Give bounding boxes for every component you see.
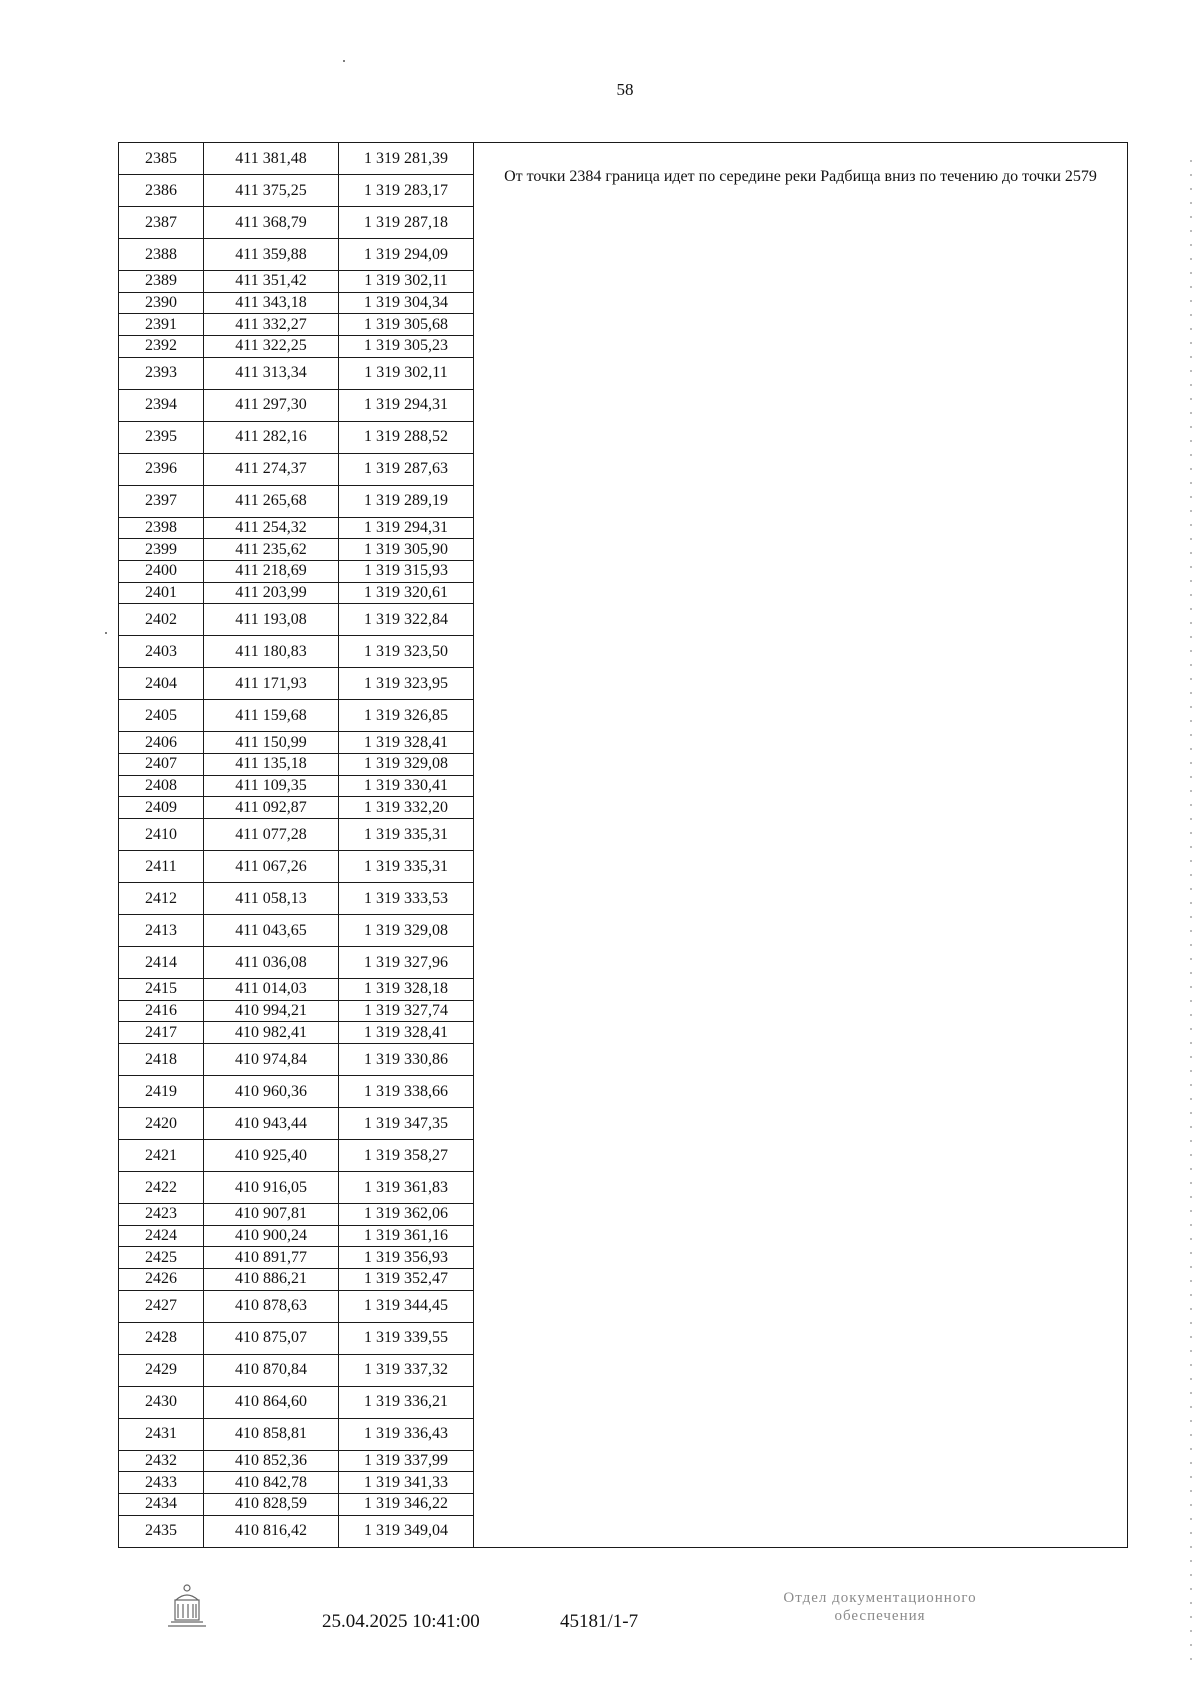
x-coordinate-cell: 411 297,30 <box>204 389 339 421</box>
y-coordinate-cell: 1 319 287,18 <box>339 207 474 239</box>
point-number-cell: 2407 <box>119 754 204 776</box>
y-coordinate-cell: 1 319 328,41 <box>339 732 474 754</box>
y-coordinate-cell: 1 319 327,74 <box>339 1000 474 1022</box>
x-coordinate-cell: 411 359,88 <box>204 239 339 271</box>
point-number-cell: 2396 <box>119 453 204 485</box>
x-coordinate-cell: 411 193,08 <box>204 604 339 636</box>
y-coordinate-cell: 1 319 294,31 <box>339 389 474 421</box>
point-number-cell: 2418 <box>119 1044 204 1076</box>
y-coordinate-cell: 1 319 358,27 <box>339 1140 474 1172</box>
coordinates-table <box>118 142 1128 1548</box>
point-number-cell: 2414 <box>119 947 204 979</box>
point-number-cell: 2406 <box>119 732 204 754</box>
point-number-cell: 2413 <box>119 915 204 947</box>
x-coordinate-cell: 410 994,21 <box>204 1000 339 1022</box>
y-coordinate-cell: 1 319 288,52 <box>339 421 474 453</box>
scan-edge-marks <box>1190 160 1192 1660</box>
y-coordinate-cell: 1 319 294,09 <box>339 239 474 271</box>
coordinates-table-body <box>119 143 1128 1548</box>
y-coordinate-cell: 1 319 333,53 <box>339 883 474 915</box>
point-number-cell: 2409 <box>119 797 204 819</box>
boundary-description-cell: От точки 2384 граница идет по середине реки Радбища вниз по течению до точки 2579 <box>474 143 1128 1548</box>
point-number-cell: 2435 <box>119 1515 204 1547</box>
y-coordinate-cell: 1 319 329,08 <box>339 915 474 947</box>
stamp-line-2: обеспечения <box>834 1608 926 1624</box>
y-coordinate-cell: 1 319 305,90 <box>339 539 474 561</box>
y-coordinate-cell: 1 319 347,35 <box>339 1108 474 1140</box>
x-coordinate-cell: 411 322,25 <box>204 336 339 358</box>
point-number-cell: 2423 <box>119 1204 204 1226</box>
y-coordinate-cell: 1 319 336,21 <box>339 1386 474 1418</box>
x-coordinate-cell: 411 351,42 <box>204 271 339 293</box>
x-coordinate-cell: 410 852,36 <box>204 1450 339 1472</box>
y-coordinate-cell: 1 319 344,45 <box>339 1290 474 1322</box>
point-number-cell: 2430 <box>119 1386 204 1418</box>
point-number-cell: 2425 <box>119 1247 204 1269</box>
x-coordinate-cell: 410 875,07 <box>204 1322 339 1354</box>
y-coordinate-cell: 1 319 302,11 <box>339 271 474 293</box>
point-number-cell: 2388 <box>119 239 204 271</box>
y-coordinate-cell: 1 319 287,63 <box>339 453 474 485</box>
y-coordinate-cell: 1 319 294,31 <box>339 517 474 539</box>
footer-doc-number: 45181/1-7 <box>560 1611 639 1632</box>
point-number-cell: 2389 <box>119 271 204 293</box>
table-row <box>119 143 1128 175</box>
point-number-cell: 2410 <box>119 819 204 851</box>
x-coordinate-cell: 410 916,05 <box>204 1172 339 1204</box>
y-coordinate-cell: 1 319 328,41 <box>339 1022 474 1044</box>
y-coordinate-cell: 1 319 336,43 <box>339 1418 474 1450</box>
y-coordinate-cell: 1 319 283,17 <box>339 175 474 207</box>
x-coordinate-cell: 411 218,69 <box>204 561 339 583</box>
x-coordinate-cell: 411 343,18 <box>204 292 339 314</box>
x-coordinate-cell: 411 375,25 <box>204 175 339 207</box>
point-number-cell: 2416 <box>119 1000 204 1022</box>
x-coordinate-cell: 411 092,87 <box>204 797 339 819</box>
y-coordinate-cell: 1 319 361,16 <box>339 1225 474 1247</box>
x-coordinate-cell: 410 870,84 <box>204 1354 339 1386</box>
x-coordinate-cell: 410 858,81 <box>204 1418 339 1450</box>
x-coordinate-cell: 411 254,32 <box>204 517 339 539</box>
point-number-cell: 2395 <box>119 421 204 453</box>
stamp-line-1: Отдел документационного <box>783 1590 977 1606</box>
point-number-cell: 2393 <box>119 357 204 389</box>
point-number-cell: 2415 <box>119 979 204 1001</box>
x-coordinate-cell: 410 842,78 <box>204 1472 339 1494</box>
x-coordinate-cell: 410 960,36 <box>204 1076 339 1108</box>
y-coordinate-cell: 1 319 327,96 <box>339 947 474 979</box>
y-coordinate-cell: 1 319 338,66 <box>339 1076 474 1108</box>
y-coordinate-cell: 1 319 330,86 <box>339 1044 474 1076</box>
point-number-cell: 2426 <box>119 1269 204 1291</box>
y-coordinate-cell: 1 319 315,93 <box>339 561 474 583</box>
y-coordinate-cell: 1 319 330,41 <box>339 775 474 797</box>
x-coordinate-cell: 410 982,41 <box>204 1022 339 1044</box>
x-coordinate-cell: 411 150,99 <box>204 732 339 754</box>
page-number: 58 <box>616 80 634 99</box>
y-coordinate-cell: 1 319 346,22 <box>339 1494 474 1516</box>
x-coordinate-cell: 411 043,65 <box>204 915 339 947</box>
x-coordinate-cell: 410 943,44 <box>204 1108 339 1140</box>
y-coordinate-cell: 1 319 335,31 <box>339 819 474 851</box>
point-number-cell: 2399 <box>119 539 204 561</box>
x-coordinate-cell: 410 886,21 <box>204 1269 339 1291</box>
x-coordinate-cell: 411 067,26 <box>204 851 339 883</box>
y-coordinate-cell: 1 319 362,06 <box>339 1204 474 1226</box>
x-coordinate-cell: 410 816,42 <box>204 1515 339 1547</box>
x-coordinate-cell: 410 878,63 <box>204 1290 339 1322</box>
point-number-cell: 2408 <box>119 775 204 797</box>
y-coordinate-cell: 1 319 335,31 <box>339 851 474 883</box>
x-coordinate-cell: 411 235,62 <box>204 539 339 561</box>
point-number-cell: 2431 <box>119 1418 204 1450</box>
footer-date: 25.04.2025 10:41:00 <box>322 1611 480 1632</box>
point-number-cell: 2402 <box>119 604 204 636</box>
point-number-cell: 2419 <box>119 1076 204 1108</box>
x-coordinate-cell: 410 828,59 <box>204 1494 339 1516</box>
y-coordinate-cell: 1 319 305,68 <box>339 314 474 336</box>
x-coordinate-cell: 411 014,03 <box>204 979 339 1001</box>
point-number-cell: 2394 <box>119 389 204 421</box>
point-number-cell: 2397 <box>119 485 204 517</box>
department-stamp <box>730 1589 1030 1625</box>
y-coordinate-cell: 1 319 349,04 <box>339 1515 474 1547</box>
y-coordinate-cell: 1 319 337,32 <box>339 1354 474 1386</box>
point-number-cell: 2403 <box>119 636 204 668</box>
y-coordinate-cell: 1 319 320,61 <box>339 582 474 604</box>
y-coordinate-cell: 1 319 302,11 <box>339 357 474 389</box>
x-coordinate-cell: 410 974,84 <box>204 1044 339 1076</box>
y-coordinate-cell: 1 319 326,85 <box>339 700 474 732</box>
x-coordinate-cell: 411 058,13 <box>204 883 339 915</box>
x-coordinate-cell: 411 381,48 <box>204 143 339 175</box>
point-number-cell: 2417 <box>119 1022 204 1044</box>
x-coordinate-cell: 410 891,77 <box>204 1247 339 1269</box>
x-coordinate-cell: 411 171,93 <box>204 668 339 700</box>
point-number-cell: 2392 <box>119 336 204 358</box>
y-coordinate-cell: 1 319 323,95 <box>339 668 474 700</box>
y-coordinate-cell: 1 319 352,47 <box>339 1269 474 1291</box>
x-coordinate-cell: 411 036,08 <box>204 947 339 979</box>
point-number-cell: 2400 <box>119 561 204 583</box>
y-coordinate-cell: 1 319 339,55 <box>339 1322 474 1354</box>
x-coordinate-cell: 411 203,99 <box>204 582 339 604</box>
point-number-cell: 2433 <box>119 1472 204 1494</box>
x-coordinate-cell: 411 282,16 <box>204 421 339 453</box>
point-number-cell: 2404 <box>119 668 204 700</box>
point-number-cell: 2428 <box>119 1322 204 1354</box>
point-number-cell: 2424 <box>119 1225 204 1247</box>
point-number-cell: 2432 <box>119 1450 204 1472</box>
point-number-cell: 2427 <box>119 1290 204 1322</box>
point-number-cell: 2387 <box>119 207 204 239</box>
y-coordinate-cell: 1 319 322,84 <box>339 604 474 636</box>
x-coordinate-cell: 411 313,34 <box>204 357 339 389</box>
point-number-cell: 2405 <box>119 700 204 732</box>
x-coordinate-cell: 411 368,79 <box>204 207 339 239</box>
x-coordinate-cell: 411 109,35 <box>204 775 339 797</box>
x-coordinate-cell: 411 135,18 <box>204 754 339 776</box>
scan-speck <box>105 632 107 634</box>
y-coordinate-cell: 1 319 341,33 <box>339 1472 474 1494</box>
point-number-cell: 2386 <box>119 175 204 207</box>
x-coordinate-cell: 410 925,40 <box>204 1140 339 1172</box>
x-coordinate-cell: 411 332,27 <box>204 314 339 336</box>
point-number-cell: 2434 <box>119 1494 204 1516</box>
scan-speck <box>343 60 345 62</box>
y-coordinate-cell: 1 319 329,08 <box>339 754 474 776</box>
y-coordinate-cell: 1 319 304,34 <box>339 292 474 314</box>
point-number-cell: 2401 <box>119 582 204 604</box>
y-coordinate-cell: 1 319 356,93 <box>339 1247 474 1269</box>
point-number-cell: 2412 <box>119 883 204 915</box>
x-coordinate-cell: 411 265,68 <box>204 485 339 517</box>
y-coordinate-cell: 1 319 332,20 <box>339 797 474 819</box>
y-coordinate-cell: 1 319 328,18 <box>339 979 474 1001</box>
y-coordinate-cell: 1 319 337,99 <box>339 1450 474 1472</box>
point-number-cell: 2398 <box>119 517 204 539</box>
point-number-cell: 2421 <box>119 1140 204 1172</box>
x-coordinate-cell: 411 274,37 <box>204 453 339 485</box>
y-coordinate-cell: 1 319 323,50 <box>339 636 474 668</box>
point-number-cell: 2390 <box>119 292 204 314</box>
y-coordinate-cell: 1 319 361,83 <box>339 1172 474 1204</box>
point-number-cell: 2420 <box>119 1108 204 1140</box>
x-coordinate-cell: 411 077,28 <box>204 819 339 851</box>
y-coordinate-cell: 1 319 305,23 <box>339 336 474 358</box>
x-coordinate-cell: 410 900,24 <box>204 1225 339 1247</box>
y-coordinate-cell: 1 319 289,19 <box>339 485 474 517</box>
emblem-logo <box>164 1582 210 1630</box>
point-number-cell: 2422 <box>119 1172 204 1204</box>
point-number-cell: 2429 <box>119 1354 204 1386</box>
point-number-cell: 2385 <box>119 143 204 175</box>
x-coordinate-cell: 410 864,60 <box>204 1386 339 1418</box>
point-number-cell: 2391 <box>119 314 204 336</box>
x-coordinate-cell: 411 180,83 <box>204 636 339 668</box>
y-coordinate-cell: 1 319 281,39 <box>339 143 474 175</box>
x-coordinate-cell: 411 159,68 <box>204 700 339 732</box>
point-number-cell: 2411 <box>119 851 204 883</box>
x-coordinate-cell: 410 907,81 <box>204 1204 339 1226</box>
